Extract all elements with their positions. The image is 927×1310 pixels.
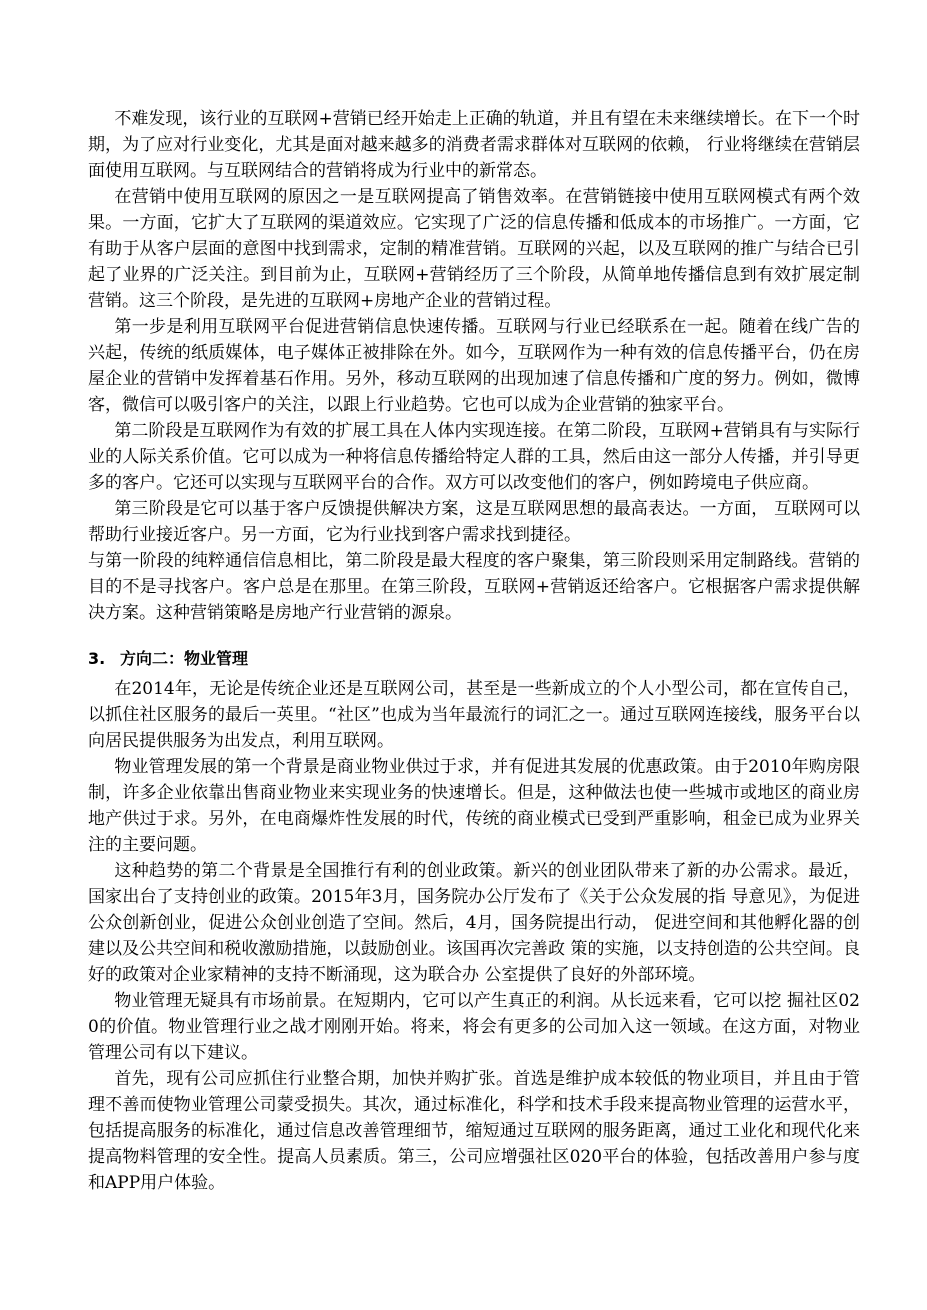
paragraph-recommendations: 首先，现有公司应抓住行业整合期，加快并购扩张。首选是维护成本较低的物业项目，并且由于管理不善而使物业管理公司蒙受损失。其次，通过标准化，科学和技术手段来提高物业管理的运营水平，包括提高服务的标准化，通过信息改善管理细节，缩短通过互联网的服务距离，通过工业化和现代化来提高物料管理的安全性。提高人员素质。第三，公司应增强社区020平台的体验，包括改善用户参与度和APP用户体验。: [88, 1069, 860, 1193]
paragraph-stage-three: 第三阶段是它可以基于客户反馈提供解决方案，这是互联网思想的最高表达。一方面， 互联网可以帮助行业接近客户。另一方面，它为行业找到客户需求找到捷径。: [88, 499, 860, 545]
paragraph-stage-one: 第一步是利用互联网平台促进营销信息快速传播。互联网与行业已经联系在一起。随着在线广告的兴起，传统的纸质媒体，电子媒体正被排除在外。如今，互联网作为一种有效的信息传播平台，仍在房屋企业的营销中发挥着基石作用。另外，移动互联网的出现加速了信息传播和广度的努力。例如，微博客，微信可以吸引客户的关注，以跟上行业趋势。它也可以成为企业营销的独家平台。: [88, 317, 860, 415]
paragraph-marketing-efficiency: 在营销中使用互联网的原因之一是互联网提高了销售效率。在营销链接中使用互联网模式有两个效果。一方面，它扩大了互联网的渠道效应。它实现了广泛的信息传播和低成本的市场推广。一方面，它有助于从客户层面的意图中找到需求，定制的精准营销。互联网的兴起，以及互联网的推广与结合已引起了业界的广泛关注。到目前为止，互联网+营销经历了三个阶段，从简单地传播信息到有效扩展定制营销。这三个阶段，是先进的互联网+房地产企业的营销过程。: [88, 187, 860, 311]
document-body: [88, 106, 860, 1196]
paragraph-stage-two: 第二阶段是互联网作为有效的扩展工具在人体内实现连接。在第二阶段，互联网+营销具有与实际行业的人际关系价值。它可以成为一种将信息传播给特定人群的工具，然后由这一部分人传播，并引导更多的客户。它还可以实现与互联网平台的合作。双方可以改变他们的客户，例如跨境电子供应商。: [88, 421, 860, 493]
paragraph-stage-comparison: 与第一阶段的纯粹通信信息相比，第二阶段是最大程度的客户聚集，第三阶段则采用定制路线。营销的目的不是寻找客户。客户总是在那里。在第三阶段，互联网+营销返还给客户。它根据客户需求提供解决方案。这种营销策略是房地产行业营销的源泉。: [88, 551, 860, 623]
section-number: 3.: [88, 649, 106, 668]
paragraph-market-prospect: 物业管理无疑具有市场前景。在短期内，它可以产生真正的利润。从长远来看，它可以挖 掘社区020的价值。物业管理行业之战才刚刚开始。将来，将会有更多的公司加入这一领域。在这方面，对物业管理公司有以下建议。: [88, 991, 860, 1063]
section-heading: [88, 646, 860, 672]
paragraph-community-service-2014: 在2014年，无论是传统企业还是互联网公司，甚至是一些新成立的个人小型公司，都在宣传自己，以抓住社区服务的最后一英里。“社区”也成为当年最流行的词汇之一。通过互联网连接线，服务平台以向居民提供服务为出发点，利用互联网。: [88, 679, 860, 751]
paragraph-internet-marketing-trend: 不难发现，该行业的互联网+营销已经开始走上正确的轨道，并且有望在未来继续增长。在下一个时期，为了应对行业变化，尤其是面对越来越多的消费者需求群体对互联网的依赖， 行业将继续在营销层面使用互联网。与互联网结合的营销将成为行业中的新常态。: [88, 109, 860, 181]
paragraph-first-background: 物业管理发展的第一个背景是商业物业供过于求，并有促进其发展的优惠政策。由于2010年购房限制，许多企业依靠出售商业物业来实现业务的快速增长。但是，这种做法也使一些城市或地区的商业房地产供过于求。另外，在电商爆炸性发展的时代，传统的商业模式已受到严重影响，租金已成为业界关注的主要问题。: [88, 757, 860, 855]
paragraph-second-background: 这种趋势的第二个背景是全国推行有利的创业政策。新兴的创业团队带来了新的办公需求。最近，国家出台了支持创业的政策。2015年3月，国务院办公厅发布了《关于公众发展的指 导意见》，为促进公众创新创业，促进公众创业创造了空间。然后，4月，国务院提出行动， 促进空间和其他孵化器的创建以及公共空间和税收激励措施，以鼓励创业。该国再次完善政 策的实施，以支持创造的公共空间。良好的政策对企业家精神的支持不断涌现，这为联合办 公室提供了良好的外部环境。: [88, 861, 860, 985]
section-title: 方向二：物业管理: [120, 649, 249, 668]
